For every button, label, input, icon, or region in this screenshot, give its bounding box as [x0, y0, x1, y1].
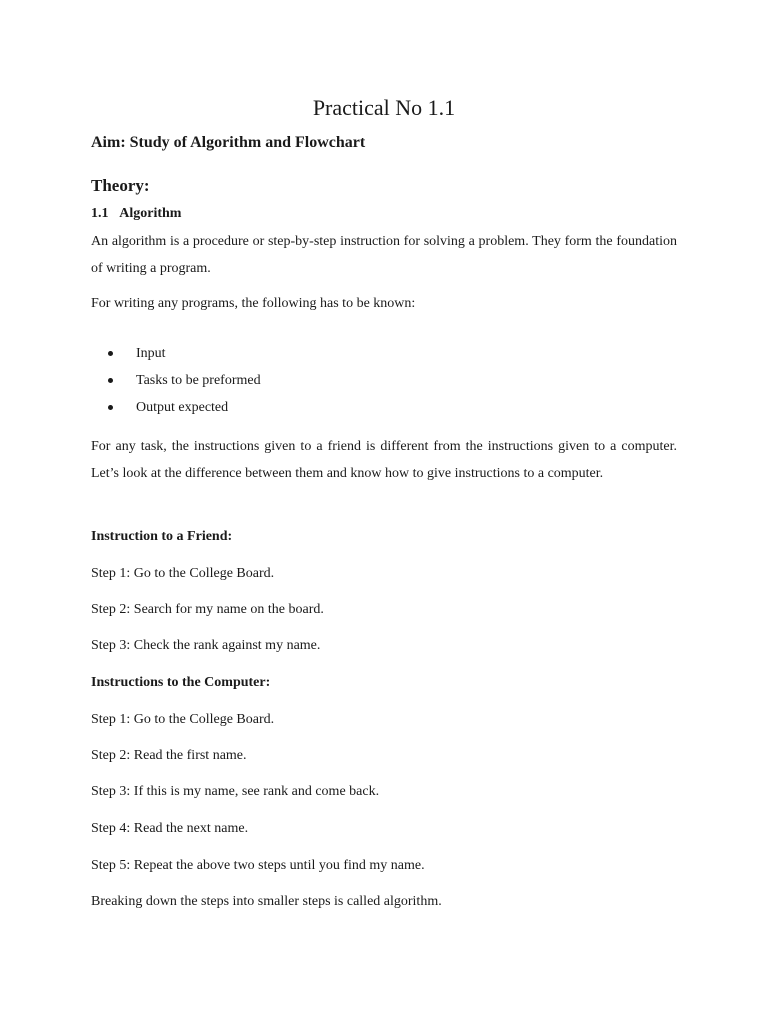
- bullet-icon: [108, 405, 113, 410]
- section-number: 1.1: [91, 206, 109, 221]
- computer-step: Step 2: Read the first name.: [91, 748, 247, 763]
- conclusion: Breaking down the steps into smaller steps is called algorithm.: [91, 894, 442, 909]
- friend-step: Step 1: Go to the College Board.: [91, 566, 275, 581]
- requirements-list: [108, 340, 261, 421]
- friend-step: Step 3: Check the rank against my name.: [91, 638, 321, 653]
- list-item: Tasks to be preformed: [108, 367, 261, 394]
- friend-step: Step 2: Search for my name on the board.: [91, 602, 324, 617]
- intro-paragraph: An algorithm is a procedure or step-by-step instruction for solving a problem. They form the foundation of writing a program.: [91, 234, 677, 276]
- bullet-icon: [108, 351, 113, 356]
- theory-heading: Theory:: [91, 176, 150, 195]
- list-item: Input: [108, 340, 261, 367]
- friend-heading: Instruction to a Friend:: [91, 529, 233, 544]
- page-title: Practical No 1.1: [312, 95, 456, 120]
- section-title: Algorithm: [119, 206, 182, 221]
- section-heading: [91, 205, 181, 223]
- computer-step: Step 3: If this is my name, see rank and come back.: [91, 784, 380, 799]
- comparison-paragraph: For any task, the instructions given to a friend is different from the instructions given to a computer. Let’s look at the difference between them and know how to give instructions to a computer.: [91, 439, 677, 481]
- computer-step: Step 4: Read the next name.: [91, 821, 249, 836]
- list-item: Output expected: [108, 394, 261, 421]
- bullet-icon: [108, 378, 113, 383]
- computer-heading: Instructions to the Computer:: [91, 675, 271, 690]
- computer-step: Step 1: Go to the College Board.: [91, 712, 275, 727]
- computer-step: Step 5: Repeat the above two steps until you find my name.: [91, 858, 425, 873]
- aim-heading: Aim: Study of Algorithm and Flowchart: [91, 134, 366, 151]
- known-intro: For writing any programs, the following has to be known:: [91, 296, 416, 311]
